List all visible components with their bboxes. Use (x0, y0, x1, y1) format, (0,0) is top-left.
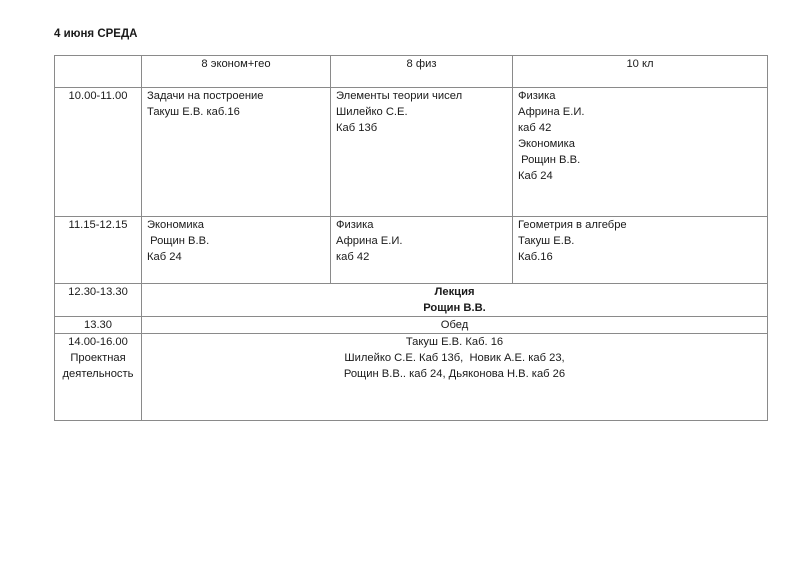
lesson-cell (142, 88, 331, 217)
lesson-room: Каб 13б (336, 122, 378, 134)
lesson-subject: Экономика (518, 138, 575, 150)
lesson-room: каб 42 (336, 251, 370, 263)
lecture-row (55, 284, 768, 317)
lesson-room: Каб.16 (518, 251, 553, 263)
project-teachers-line: Такуш Е.В. Каб. 16 (405, 336, 504, 348)
time-cell: 13.30 (55, 317, 142, 334)
lesson-teacher: Африна Е.И. (336, 235, 403, 247)
lesson-cell (331, 88, 513, 217)
lesson-cell (331, 217, 513, 284)
time-cell (55, 334, 142, 421)
lecture-cell (142, 284, 768, 317)
lecture-teacher: Рощин В.В. (423, 302, 486, 314)
lunch-row (55, 317, 768, 334)
lecture-title: Лекция (434, 286, 475, 298)
lesson-teacher: Такуш Е.В. (518, 235, 575, 247)
project-teachers-line: Рощин В.В.. каб 24, Дьяконова Н.В. каб 26 (343, 368, 566, 380)
lesson-teacher: Рощин В.В. (147, 235, 210, 247)
lesson-subject: Экономика (147, 219, 204, 231)
project-label: деятельность (62, 368, 134, 380)
lesson-room: Каб 24 (147, 251, 182, 263)
table-row (55, 88, 768, 217)
lesson-teacher: Африна Е.И. (518, 106, 585, 118)
project-row (55, 334, 768, 421)
project-time: 14.00-16.00 (68, 336, 128, 348)
time-cell: 10.00-11.00 (55, 88, 142, 217)
lesson-subject: Задачи на построение (147, 90, 264, 102)
lunch-cell: Обед (142, 317, 768, 334)
header-cell-10-class: 10 кл (513, 56, 768, 88)
schedule-table (54, 55, 768, 421)
lesson-subject: Физика (518, 90, 556, 102)
lesson-teacher: Рощин В.В. (518, 154, 581, 166)
lesson-room: Каб 24 (518, 170, 553, 182)
lesson-subject: Геометрия в алгебре (518, 219, 627, 231)
project-cell (142, 334, 768, 421)
time-cell: 12.30-13.30 (55, 284, 142, 317)
lesson-subject: Элементы теории чисел (336, 90, 463, 102)
lesson-subject: Физика (336, 219, 374, 231)
page-title: 4 июня СРЕДА (54, 28, 138, 40)
table-row (55, 217, 768, 284)
lesson-room: каб 42 (518, 122, 552, 134)
header-cell-8-phys: 8 физ (331, 56, 513, 88)
project-teachers-line: Шилейко С.Е. Каб 13б, Новик А.Е. каб 23, (344, 352, 565, 364)
lesson-cell (513, 217, 768, 284)
table-header-row (55, 56, 768, 88)
lesson-teacher: Шилейко С.Е. (336, 106, 408, 118)
lesson-teacher-room: Такуш Е.В. каб.16 (147, 106, 240, 118)
time-cell: 11.15-12.15 (55, 217, 142, 284)
lesson-cell (142, 217, 331, 284)
project-label: Проектная (70, 352, 126, 364)
lesson-cell (513, 88, 768, 217)
header-cell-8-econom-geo: 8 эконом+гео (142, 56, 331, 88)
header-cell-time (55, 56, 142, 88)
